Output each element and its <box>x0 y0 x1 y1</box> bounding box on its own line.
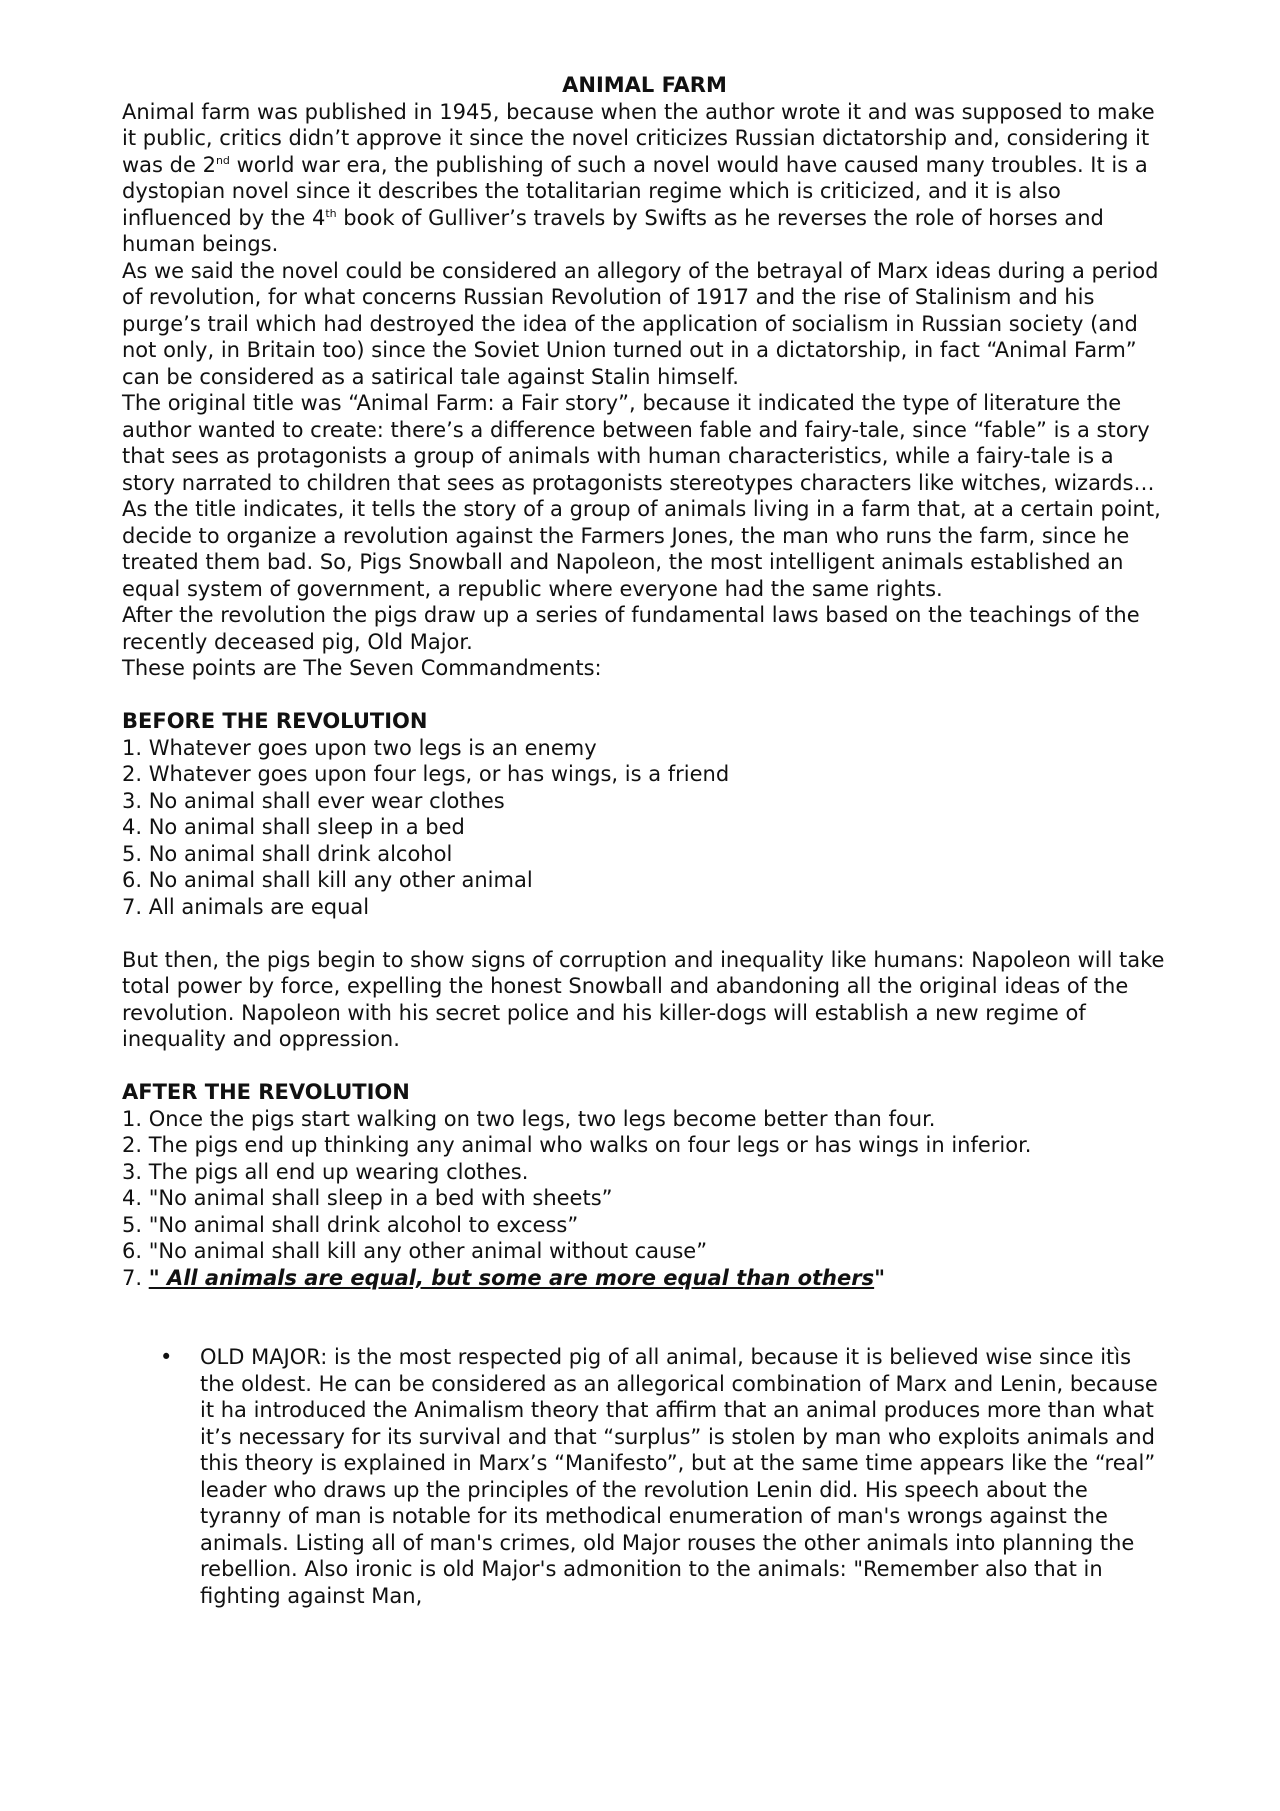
paragraph-publication-part-a: Animal farm was published in 1945, because when the author wrote it and was supposed to make it public, critics didn’t approve it since the novel criticizes Russian dictatorship and, considering it was de 2 <box>122 99 1155 177</box>
list-item: 5. "No animal shall drink alcohol to excess” <box>122 1212 579 1237</box>
character-old-major <box>122 1344 1167 1609</box>
paragraph-publication-part-b: world war era, the publishing of such a novel would have caused many troubles. It is a dystopian novel since it describes the totalitarian regime which is criticized, and it is also influenced by the 4 <box>122 152 1148 230</box>
spacer <box>122 1291 1167 1344</box>
list-item: 6. No animal shall kill any other animal <box>122 868 533 892</box>
closing-quote: " <box>874 1265 886 1290</box>
final-commandment-text: " All animals are equal, but some are more equal than others <box>148 1265 875 1290</box>
list-item-number: 7. <box>122 1265 149 1290</box>
spacer <box>122 1053 1167 1080</box>
heading-after-revolution: AFTER THE REVOLUTION <box>122 1080 410 1104</box>
list-before-revolution <box>122 735 1167 921</box>
paragraph-commandments-intro: These points are The Seven Commandments: <box>122 656 602 680</box>
list-item: 6. "No animal shall kill any other animal without cause” <box>122 1239 708 1263</box>
list-item: 2. Whatever goes upon four legs, or has wings, is a friend <box>122 762 730 786</box>
paragraph-publication <box>122 99 1167 258</box>
spacer <box>122 682 1167 709</box>
list-item: 2. The pigs end up thinking any animal who walks on four legs or has wings in inferior. <box>122 1133 1032 1157</box>
list-after-revolution <box>122 1106 1167 1292</box>
list-item: 3. The pigs all end up wearing clothes. <box>122 1159 529 1184</box>
list-item: 5. No animal shall drink alcohol <box>122 841 453 866</box>
paragraph-publication-part-c: book of Gulliver’s travels by Swifts as he reverses the role of horses and human beings. <box>122 205 1104 256</box>
list-item: 7. All animals are equal <box>122 894 370 919</box>
superscript-th: th <box>325 206 337 220</box>
paragraph-laws: After the revolution the pigs draw up a series of fundamental laws based on the teachings of the recently deceased pig, Old Major. <box>122 603 1140 654</box>
paragraph-story: As the title indicates, it tells the story of a group of animals living in a farm that, at a certain point, decide to organize a revolution against the Farmers Jones, the man who runs the farm, since he treated them bad. So, Pigs Snowball and Napoleon, the most intelligent animals established an equal system of government, a republic where everyone had the same rights. <box>122 497 1161 601</box>
heading-before-revolution: BEFORE THE REVOLUTION <box>122 709 428 733</box>
document-title: ANIMAL FARM <box>562 73 727 97</box>
document-page <box>122 72 1167 1609</box>
superscript-nd: nd <box>215 153 230 167</box>
list-item-final-commandment <box>122 1265 1167 1292</box>
paragraph-corruption: But then, the pigs begin to show signs of corruption and inequality like humans: Napoleon will take total power by force, expelling the honest Snowball and abandoning all the original ideas of the revolution. Napoleon with his secret police and his killer-dogs will establish a new regime of inequality and oppression. <box>122 947 1165 1051</box>
list-item: 4. No animal shall sleep in a bed <box>122 815 465 839</box>
paragraph-original-title: The original title was “Animal Farm: a Fair story”, because it indicated the type of literature the author wanted to create: there’s a difference between fable and fairy-tale, since “fable” is a story that sees as protagonists a group of animals with human characteristics, while a fairy-tale is a story narrated to children that sees as protagonists stereotypes characters like witches, wizards… <box>122 391 1155 495</box>
bullet-icon: • <box>160 1345 173 1369</box>
list-item: 1. Once the pigs start walking on two legs, two legs become better than four. <box>122 1106 936 1131</box>
paragraph-allegory: As we said the novel could be considered an allegory of the betrayal of Marx ideas during a period of revolution, for what concerns Russian Revolution of 1917 and the rise of Stalinism and his purge’s trail which had destroyed the idea of the application of socialism in Russian society (and not only, in Britain too) since the Soviet Union turned out in a dictatorship, in fact “Animal Farm” can be considered as a satirical tale against Stalin himself. <box>122 258 1159 389</box>
spacer <box>122 920 1167 947</box>
character-description: OLD MAJOR: is the most respected pig of all animal, because it is believed wise since itìs the oldest. He can be considered as an allegorical combination of Marx and Lenin, because it ha introduced the Animalism theory that affirm that an animal produces more than what it’s necessary for its survival and that “surplus” is stolen by man who exploits animals and this theory is explained in Marx’s “Manifesto”, but at the same time appears like the “real” leader who draws up the principles of the revolution Lenin did. His speech about the tyranny of man is notable for its methodical enumeration of man's wrongs against the animals. Listing all of man's crimes, old Major rouses the other animals into planning the rebellion. Also ironic is old Major's admonition to the animals: "Remember also that in fighting against Man, <box>200 1345 1158 1608</box>
list-item: 3. No animal shall ever wear clothes <box>122 788 505 813</box>
list-item: 1. Whatever goes upon two legs is an enemy <box>122 735 597 760</box>
character-list <box>122 1344 1167 1609</box>
list-item: 4. "No animal shall sleep in a bed with sheets” <box>122 1186 613 1210</box>
